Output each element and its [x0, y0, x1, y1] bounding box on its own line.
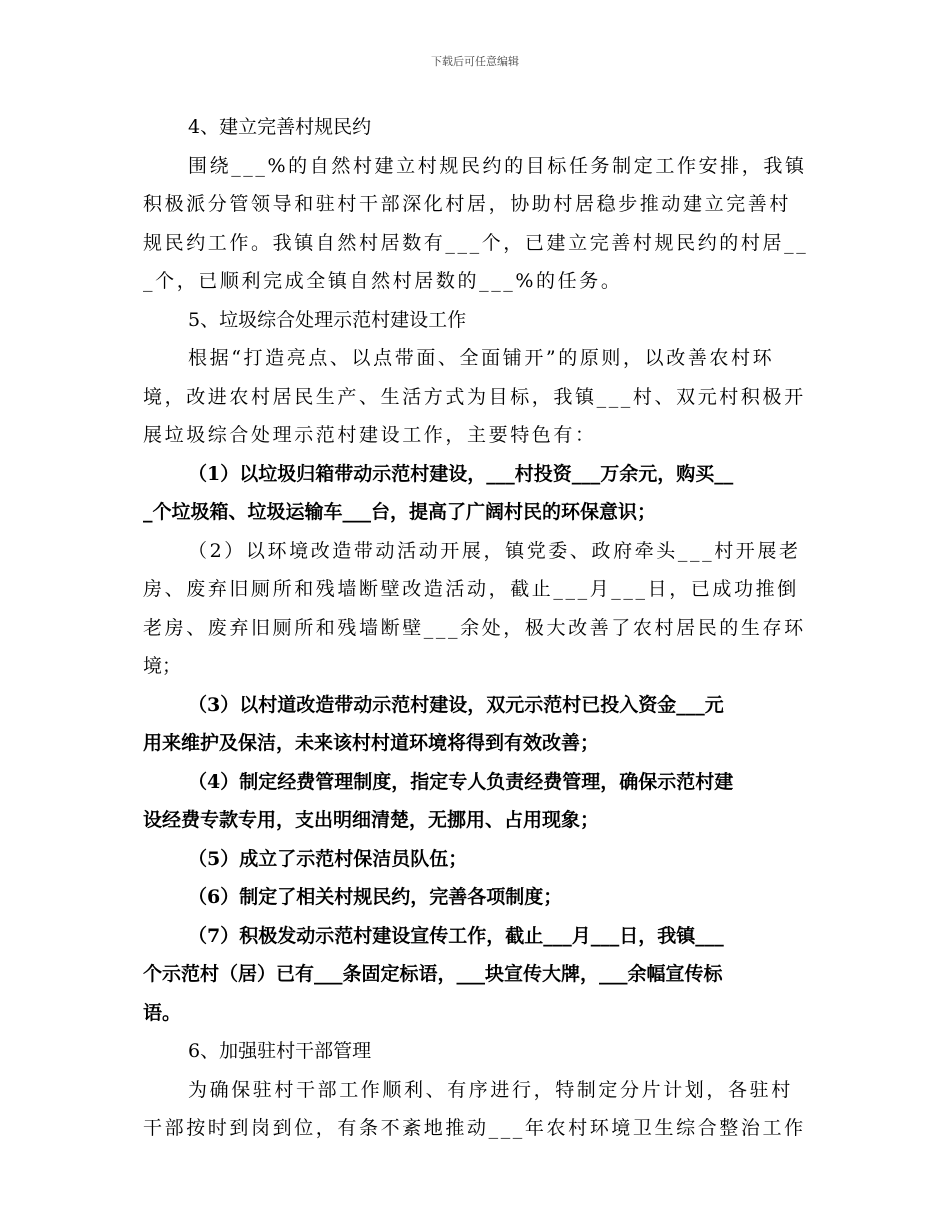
paragraph-line: 为确保驻村干部工作顺利、有序进行，特制定分片计划，各驻村 [188, 1078, 793, 1101]
list-item-line: _个垃圾箱、垃圾运输车___台，提高了广阔村民的环保意识； [143, 501, 657, 523]
paragraph-line: 规民约工作。我镇自然村居数有___个，已建立完善村规民约的村居__ [143, 231, 809, 254]
list-item-line: （7）积极发动示范村建设宣传工作，截止___月___日，我镇___ [188, 924, 724, 947]
list-item-line: 个示范村（居）已有___条固定标语，___块宣传大牌，___余幅宣传标 [143, 963, 723, 985]
paragraph-line: 积极派分管领导和驻村干部深化村居，协助村居稳步推动建立完善村 [143, 193, 792, 215]
paragraph-line: 境，改进农村居民生产、生活方式为目标，我镇___村、双元村积极开 [143, 385, 806, 408]
list-item-line: （2）以环境改造带动活动开展，镇党委、政府牵头___村开展老 [188, 539, 801, 562]
list-item-line: 语。 [143, 1001, 182, 1024]
list-item-line: 老房、废弃旧厕所和残墙断壁___余处，极大改善了农村居民的生存环 [143, 616, 806, 639]
document-body [143, 108, 811, 1148]
list-item-line: （3）以村道改造带动示范村建设，双元示范村已投入资金___元 [188, 693, 724, 716]
paragraph-line: 干部按时到岗到位，有条不紊地推动___年农村环境卫生综合整治工作 [143, 1117, 806, 1139]
paragraph-line: _个，已顺利完成全镇自然村居数的___%的任务。 [143, 270, 623, 292]
paragraph-line: 围绕___%的自然村建立村规民约的目标任务制定工作安排，我镇 [188, 154, 807, 177]
section-heading: 4、建立完善村规民约 [188, 116, 372, 138]
list-item-line: 境； [143, 655, 182, 677]
list-item-line: （1）以垃圾归箱带动示范村建设，___村投资___万余元，购买__ [188, 462, 734, 485]
section-heading: 6、加强驻村干部管理 [188, 1040, 372, 1062]
list-item-line: 设经费专款专用，支出明细清楚，无挪用、占用现象； [143, 809, 600, 831]
paragraph-line: 根据“打造亮点、以点带面、全面铺开”的原则，以改善农村环 [188, 347, 775, 369]
list-item-line: 用来维护及保洁，未来该村村道环境将得到有效改善； [143, 732, 600, 754]
page-header: 下载后可任意编辑 [431, 55, 519, 68]
list-item-line: （4）制定经费管理制度，指定专人负责经费管理，确保示范村建 [188, 770, 734, 793]
section-heading: 5、垃圾综合处理示范村建设工作 [188, 308, 467, 331]
list-item-line: 房、废弃旧厕所和残墙断壁改造活动，截止___月___日，已成功推倒 [143, 578, 799, 600]
list-item-line: （6）制定了相关村规民约，完善各项制度； [188, 886, 563, 908]
paragraph-line: 展垃圾综合处理示范村建设工作，主要特色有： [143, 424, 597, 446]
list-item-line: （5）成立了示范村保洁员队伍； [188, 847, 468, 870]
